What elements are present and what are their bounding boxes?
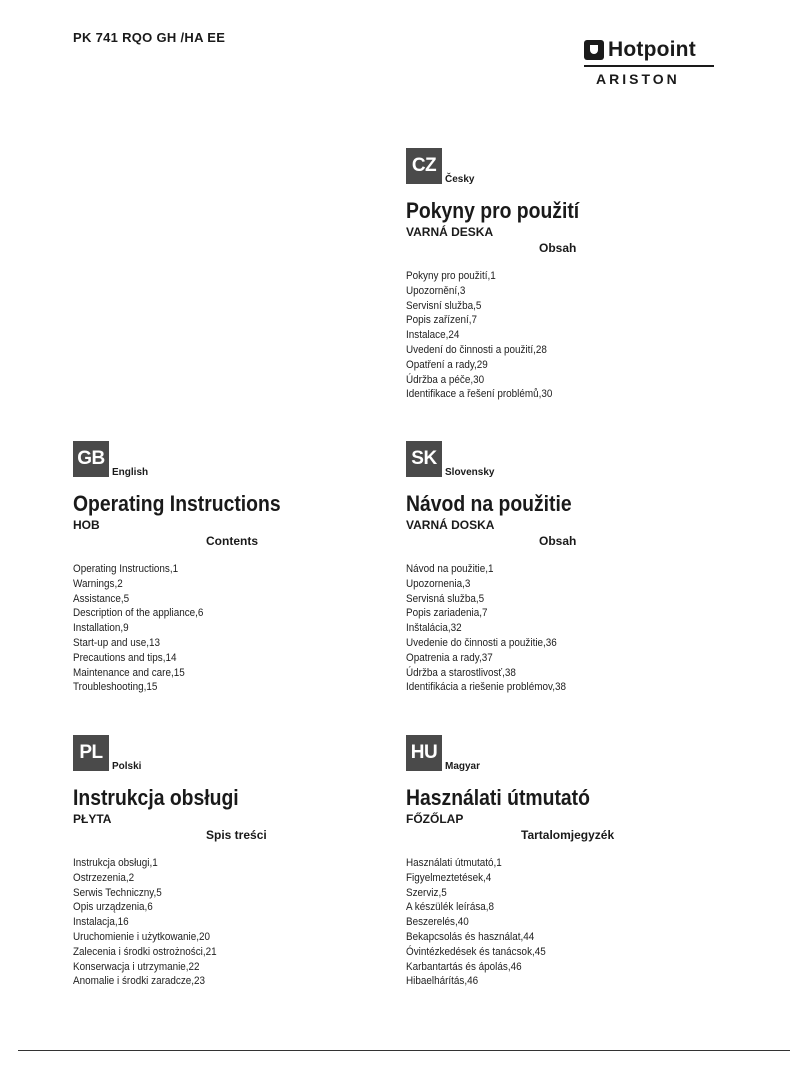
toc-item[interactable]: Pokyny pro použití,1 (406, 270, 496, 282)
toc-item[interactable]: Ostrzezenia,2 (73, 871, 135, 884)
toc-item[interactable]: Opis urządzenia,6 (73, 901, 153, 914)
toc-item[interactable]: Údržba a starostlivosť,38 (406, 666, 516, 679)
toc-item[interactable]: Inštalácia,32 (406, 622, 462, 635)
toc-item[interactable]: Troubleshooting,15 (73, 681, 158, 694)
language-name-sk: Slovensky (445, 467, 495, 478)
section-title-hu: Használati útmutató (406, 785, 590, 810)
toc-item[interactable]: Hibaelhárítás,46 (406, 975, 479, 988)
section-cz (406, 148, 706, 402)
toc-item[interactable]: Description of the appliance,6 (73, 607, 204, 620)
toc-item[interactable]: Instrukcja obsługi,1 (73, 857, 158, 869)
section-subtitle-hu: FŐZŐLAP (406, 812, 464, 826)
toc-item[interactable]: Operating Instructions,1 (73, 563, 179, 575)
section-subtitle-gb: HOB (73, 518, 100, 532)
toc-item[interactable]: Identifikácia a riešenie problémov,38 (406, 681, 566, 694)
language-name-gb: English (112, 467, 149, 478)
toc-item[interactable]: Upozornění,3 (406, 284, 466, 297)
toc-item[interactable]: Installation,9 (73, 622, 129, 635)
language-name-hu: Magyar (445, 761, 481, 772)
contents-heading-pl: Spis treści (206, 828, 267, 842)
toc-item[interactable]: Identifikace a řešení problémů,30 (406, 388, 553, 401)
toc-list-hu (406, 856, 706, 989)
toc-item[interactable]: Precautions and tips,14 (73, 651, 177, 664)
contents-heading-hu: Tartalomjegyzék (521, 828, 615, 842)
section-hu (406, 735, 706, 989)
toc-item[interactable]: Warnings,2 (73, 577, 123, 590)
toc-item[interactable]: Zalecenia i środki ostrożności,21 (73, 945, 217, 958)
language-name-pl: Polski (112, 761, 142, 772)
hotpoint-logo-icon (584, 40, 604, 60)
section-title-pl: Instrukcja obsługi (73, 785, 239, 810)
toc-item[interactable]: Opatrenia a rady,37 (406, 651, 493, 664)
toc-item[interactable]: Upozornenia,3 (406, 577, 471, 590)
language-badge-gb: GB (73, 441, 109, 477)
toc-item[interactable]: Uvedení do činnosti a použití,28 (406, 343, 547, 356)
toc-item[interactable]: Údržba a péče,30 (406, 373, 485, 386)
brand-logo (584, 38, 716, 88)
toc-list-gb (73, 562, 373, 695)
model-number: PK 741 RQO GH /HA EE (73, 30, 226, 45)
toc-item[interactable]: Figyelmeztetések,4 (406, 871, 492, 884)
contents-heading-cz: Obsah (539, 241, 577, 255)
toc-item[interactable]: Opatření a rady,29 (406, 358, 488, 371)
section-subtitle-cz: VARNÁ DESKA (406, 225, 494, 239)
section-sk (406, 441, 706, 695)
toc-item[interactable]: Maintenance and care,15 (73, 666, 185, 679)
section-pl (73, 735, 373, 989)
toc-item[interactable]: Serwis Techniczny,5 (73, 886, 162, 899)
toc-item[interactable]: A készülék leírása,8 (406, 901, 495, 914)
toc-item[interactable]: Bekapcsolás és használat,44 (406, 930, 535, 943)
section-gb (73, 441, 373, 695)
sub-brand-name: ARISTON (596, 71, 680, 87)
toc-item[interactable]: Servisná služba,5 (406, 592, 485, 605)
toc-item[interactable]: Uruchomienie i użytkowanie,20 (73, 930, 211, 943)
language-badge-cz: CZ (406, 148, 442, 184)
footer-divider (18, 1050, 790, 1051)
toc-item[interactable]: Szerviz,5 (406, 886, 447, 899)
contents-heading-sk: Obsah (539, 534, 577, 548)
contents-heading-gb: Contents (206, 534, 258, 548)
brand-name: Hotpoint (608, 38, 696, 61)
toc-item[interactable]: Popis zařízení,7 (406, 314, 477, 327)
toc-item[interactable]: Instalace,24 (406, 329, 460, 342)
section-title-sk: Návod na použitie (406, 491, 572, 516)
toc-item[interactable]: Servisní služba,5 (406, 299, 482, 312)
language-name-cz: Česky (445, 174, 475, 185)
language-badge-pl: PL (73, 735, 109, 771)
toc-item[interactable]: Konserwacja i utrzymanie,22 (73, 960, 200, 973)
toc-item[interactable]: Használati útmutató,1 (406, 857, 502, 869)
toc-item[interactable]: Karbantartás és ápolás,46 (406, 960, 522, 973)
toc-item[interactable]: Start-up and use,13 (73, 636, 160, 649)
toc-list-pl (73, 856, 373, 989)
section-subtitle-pl: PŁYTA (73, 812, 112, 826)
logo-divider (584, 65, 714, 67)
toc-item[interactable]: Beszerelés,40 (406, 916, 469, 929)
language-badge-sk: SK (406, 441, 442, 477)
toc-item[interactable]: Instalacja,16 (73, 916, 129, 929)
toc-list-sk (406, 562, 706, 695)
toc-item[interactable]: Popis zariadenia,7 (406, 607, 488, 620)
toc-item[interactable]: Návod na použitie,1 (406, 563, 494, 575)
section-subtitle-sk: VARNÁ DOSKA (406, 518, 495, 532)
language-badge-hu: HU (406, 735, 442, 771)
toc-list-cz (406, 269, 706, 402)
toc-item[interactable]: Assistance,5 (73, 592, 130, 605)
toc-item[interactable]: Óvintézkedések és tanácsok,45 (406, 945, 546, 958)
toc-item[interactable]: Uvedenie do činnosti a použitie,36 (406, 636, 557, 649)
section-title-cz: Pokyny pro použití (406, 198, 580, 223)
section-title-gb: Operating Instructions (73, 491, 281, 516)
toc-item[interactable]: Anomalie i środki zaradcze,23 (73, 975, 206, 988)
